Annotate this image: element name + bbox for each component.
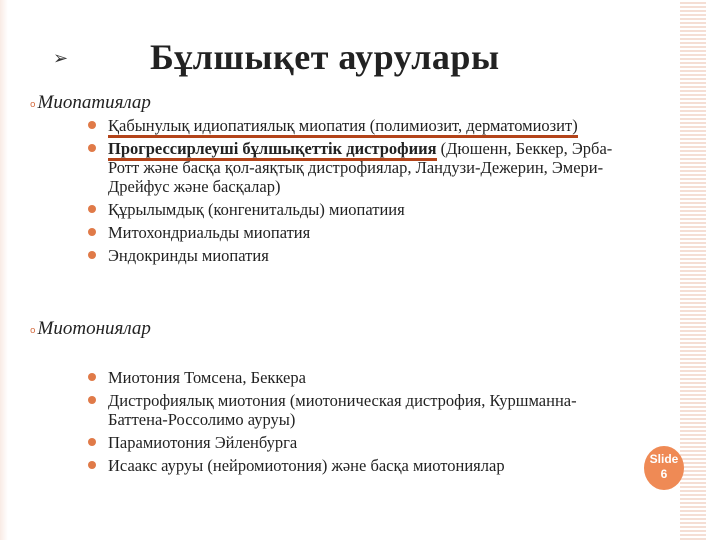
circle-bullet-icon: o (30, 326, 36, 336)
list-item-text: Қабынулық идиопатиялық миопатия (полимиозит, дерматомиозит) (108, 116, 578, 138)
list-item-text: Митохондриальды миопатия (108, 223, 311, 242)
dot-bullet-icon (88, 205, 96, 213)
dot-bullet-icon (88, 121, 96, 129)
arrow-bullet-icon: ➢ (53, 48, 69, 69)
list-item (70, 391, 630, 429)
dot-bullet-icon (88, 461, 96, 469)
list-item-text: (Дюшенн, Беккер, Эрба-Ротт және басқа қол-аяқтық дистрофиялар, Ландузи-Дежерин, Эмери-Дрейфус және басқалар) (108, 139, 613, 196)
list-item (70, 433, 630, 452)
list-item-text: Дистрофиялық миотония (миотоническая дистрофия, Куршманна-Баттена-Россолимо ауруы) (108, 391, 577, 429)
slide-title: Бұлшықет аурулары (150, 37, 500, 77)
dot-bullet-icon (88, 144, 96, 152)
section-heading-text: Миопатиялар (37, 92, 151, 113)
dot-bullet-icon (88, 438, 96, 446)
list-item-text: Эндокринды миопатия (108, 246, 269, 265)
section-heading-text: Миотониялар (37, 318, 151, 339)
slide-badge-label: Slide (649, 452, 679, 466)
left-decorative-border (0, 0, 8, 540)
dot-bullet-icon (88, 251, 96, 259)
myopathy-list (70, 116, 630, 269)
slide-badge-number: 6 (660, 467, 668, 481)
myotonia-list (70, 368, 630, 479)
list-item (70, 200, 630, 219)
right-decorative-border (680, 0, 706, 540)
list-item (70, 368, 630, 387)
list-item (70, 456, 630, 475)
list-item-text: Миотония Томсена, Беккера (108, 368, 306, 387)
list-item (70, 139, 630, 196)
list-item-text: Исаакс ауруы (нейромиотония) және басқа миотониялар (108, 456, 505, 475)
slide-number-badge (644, 446, 684, 490)
list-item-bold-text: Прогрессирлеуші бұлшықеттік дистрофиия (108, 139, 437, 161)
list-item (70, 246, 630, 265)
dot-bullet-icon (88, 396, 96, 404)
section-heading-myotonias (30, 318, 151, 340)
list-item (70, 116, 630, 135)
circle-bullet-icon: o (30, 100, 36, 110)
section-heading-myopathies (30, 92, 151, 114)
dot-bullet-icon (88, 228, 96, 236)
list-item-text: Парамиотония Эйленбурга (108, 433, 298, 452)
dot-bullet-icon (88, 373, 96, 381)
list-item (70, 223, 630, 242)
list-item-text: Құрылымдық (конгенитальды) миопатиия (108, 200, 405, 219)
